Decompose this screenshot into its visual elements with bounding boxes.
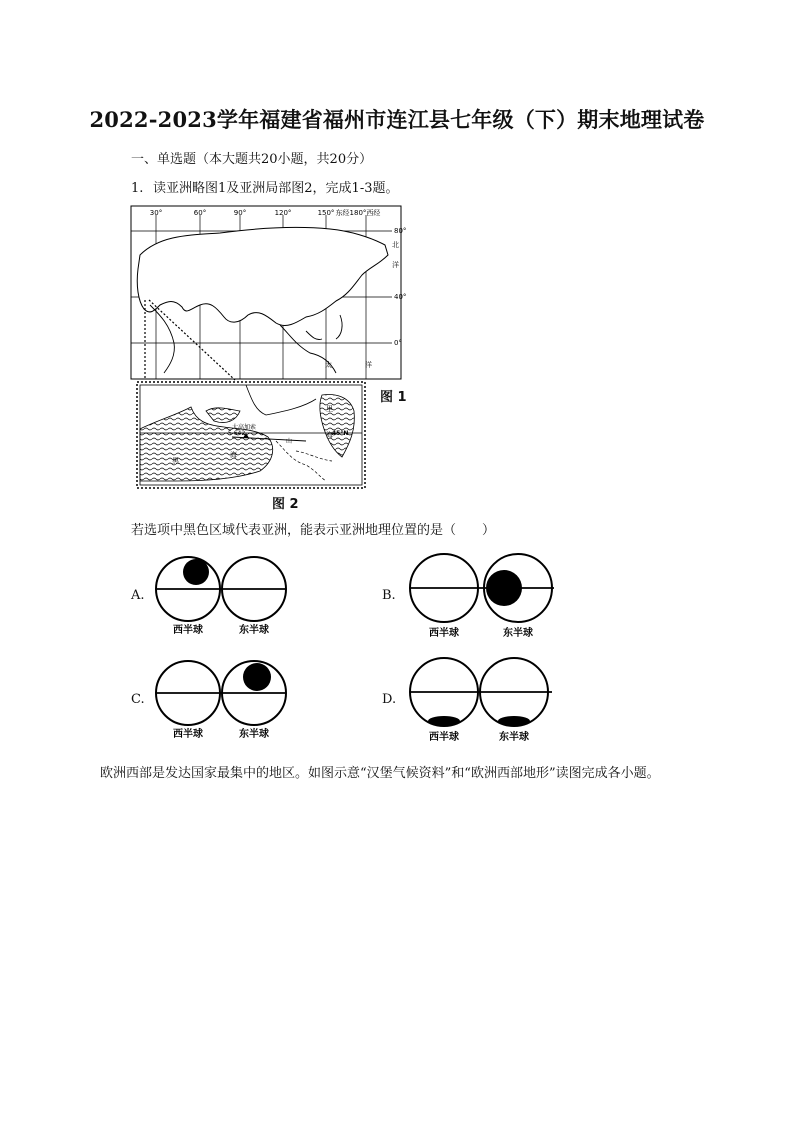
lon-120: 120° xyxy=(274,209,292,217)
label-north: 北 xyxy=(392,241,399,249)
east-hemisphere-label: 东半球 xyxy=(239,729,269,740)
label-ocean3: 洋 xyxy=(365,361,372,369)
section-heading: 一、单选题（本大题共20小题，共20分） xyxy=(131,152,373,167)
lat-40: 40° xyxy=(394,293,407,301)
exam-title: 2022-2023学年福建省福州市连江县七年级（下）期末地理试卷 xyxy=(89,107,705,132)
lon-30: 30° xyxy=(149,209,163,217)
label-caspian: 里 xyxy=(326,405,333,413)
option-c-letter[interactable]: C. xyxy=(131,692,145,707)
asia-blob xyxy=(243,663,271,691)
asia-blob-west xyxy=(428,716,460,726)
label-caspian-sea: 海 xyxy=(326,431,333,439)
figure-2-caption: 图 2 xyxy=(272,497,299,512)
peak-elevation: 5 642 xyxy=(228,430,246,437)
question-number: 1. xyxy=(131,181,144,196)
option-c-diagram[interactable] xyxy=(154,659,290,743)
option-a-letter[interactable]: A. xyxy=(131,588,145,603)
label-range: 大高加索 xyxy=(232,424,257,431)
east-hemisphere-label: 东半球 xyxy=(503,628,533,639)
lat-80: 80° xyxy=(394,227,407,235)
label-ocean1: 洋 xyxy=(392,261,399,269)
west-hemisphere-label: 西半球 xyxy=(429,628,459,639)
west-hemisphere-label: 西半球 xyxy=(429,732,459,743)
option-a-diagram[interactable] xyxy=(154,555,290,639)
figure-1-caption: 图 1 xyxy=(380,390,407,405)
west-hemisphere-label: 西半球 xyxy=(173,625,203,636)
asia-blob xyxy=(486,570,522,606)
asia-blob xyxy=(183,559,209,585)
question-text: 读亚洲略图1及亚洲局部图2，完成1-3题。 xyxy=(153,181,399,196)
lon-60: 60° xyxy=(193,209,207,217)
question-prompt: 若选项中黑色区域代表亚洲，能表示亚洲地理位置的是（ ） xyxy=(131,523,496,538)
label-mountain: 山 xyxy=(286,438,293,445)
zoom-connector xyxy=(135,295,245,385)
west-hemisphere-label: 西半球 xyxy=(173,729,203,740)
option-b-letter[interactable]: B. xyxy=(382,588,396,603)
question-1 xyxy=(131,177,398,196)
asia-blob-east xyxy=(498,716,530,726)
lat-0: 0° xyxy=(394,339,402,347)
option-b-diagram[interactable] xyxy=(408,552,556,642)
option-d-letter[interactable]: D. xyxy=(382,692,397,707)
east-hemisphere-label: 东半球 xyxy=(239,625,269,636)
latitude-45n: 45°N xyxy=(332,430,349,437)
east-hemisphere-label: 东半球 xyxy=(499,732,529,743)
label-black: 黑 xyxy=(172,457,179,465)
label-sea: 海 xyxy=(230,451,237,459)
caucasus-map-figure-2 xyxy=(136,381,366,489)
lon-180: 东经180°西经 xyxy=(335,209,381,217)
next-question-intro: 欧洲西部是发达国家最集中的地区。如图示意“汉堡气候资料”和“欧洲西部地形”读图完成各小题。 xyxy=(100,766,660,781)
lon-90: 90° xyxy=(233,209,247,217)
lon-150: 150° xyxy=(317,209,335,217)
option-d-diagram[interactable] xyxy=(408,656,556,746)
label-ocean2: 太 xyxy=(325,361,332,369)
